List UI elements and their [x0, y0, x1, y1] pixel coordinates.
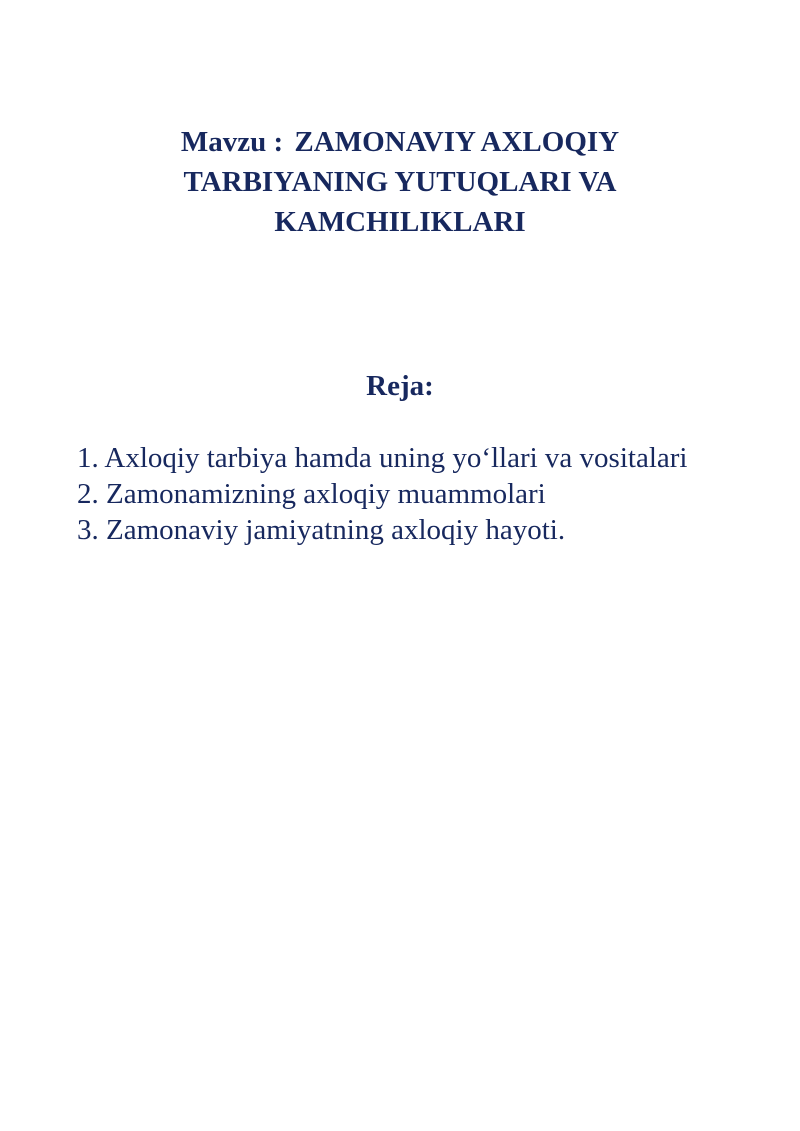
plan-heading: Reja:: [366, 370, 434, 402]
page-title: [100, 122, 700, 242]
title-text: ZAMONAVIY AXLOQIY TARBIYANING YUTUQLARI VA KAMCHILIKLARI: [183, 126, 620, 238]
plan-list: [77, 440, 697, 548]
plan-item-3: 3. Zamonaviy jamiyatning axloqiy hayoti.: [77, 514, 566, 546]
plan-item-1: 1. Axloqiy tarbiya hamda uning yo‘llari va vositalari: [77, 442, 688, 474]
plan-item-2: 2. Zamonamizning axloqiy muammolari: [77, 478, 546, 510]
title-prefix: Mavzu :: [180, 126, 284, 158]
